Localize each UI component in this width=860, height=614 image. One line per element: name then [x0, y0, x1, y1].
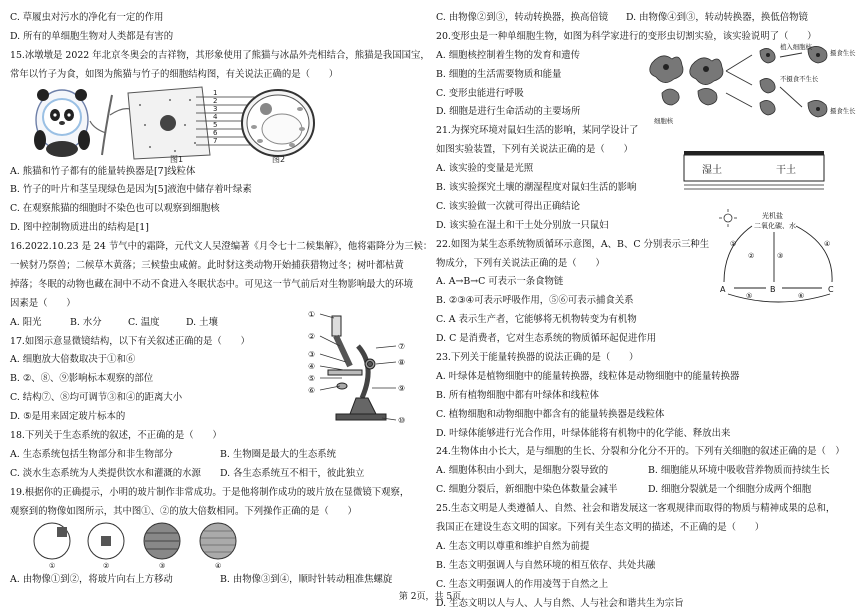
q18-option-b: B. 生物圈是最大的生态系统 — [220, 448, 336, 460]
q22-stem-1: 22.如图为某生态系统物质循环示意图，A、B、C 分别表示三种生 — [436, 238, 710, 250]
q16-option-c: C. 温度 — [128, 316, 160, 328]
material-cycle-diagram — [714, 206, 850, 306]
q19-options-row2 — [436, 9, 852, 28]
q17-option-a: A. 细胞放大倍数取决于①和⑥ — [10, 354, 136, 366]
microscope-label-7: ⑦ — [398, 341, 406, 351]
q17-option-b: B. ②、⑧、⑨影响标本观察的部位 — [10, 373, 154, 385]
q15-figure — [10, 85, 426, 163]
q24-stem: 24.生物体由小长大，是与细胞的生长、分裂和分化分不开的。下列有关细胞的叙述正确的是（ ） — [436, 446, 845, 458]
q19-option-d: D. 由物像④到③，转动转换器，换低倍物镜 — [626, 12, 808, 23]
q18-options-row2 — [10, 465, 426, 484]
q18-option-a: A. 生态系统包括生物部分和非生物部分 — [10, 448, 173, 460]
microscope-label-9: ⑨ — [398, 383, 406, 393]
amoeba-label-nucleus: 细胞核 — [654, 116, 674, 125]
cycle-arrow-4: ④ — [824, 239, 831, 248]
svg-text:6: 6 — [213, 128, 218, 137]
q24-options-row2 — [436, 481, 852, 500]
q15-option-a: A. 熊猫和竹子都有的能量转换器是[7]线粒体 — [10, 165, 196, 177]
cycle-label-salt: 光机盐 — [762, 211, 783, 220]
cycle-arrow-6: ⑥ — [798, 291, 805, 300]
q18-options-row1 — [10, 446, 426, 465]
q25-option-d: D. 生态文明以人与人、人与自然、人与社会和谐共生为宗旨 — [436, 597, 684, 609]
cycle-node-a: A — [720, 284, 726, 294]
dry-soil-label: 干土 — [776, 164, 796, 176]
q23-option-c: C. 植物细胞和动物细胞中都含有的能量转换器是线粒体 — [436, 408, 665, 420]
svg-text:4: 4 — [213, 112, 218, 121]
image-label-1: ① — [49, 562, 56, 571]
page-footer: 第 2页，共 5页 — [398, 592, 462, 602]
sun-icon — [719, 209, 737, 227]
svg-text:3: 3 — [213, 104, 218, 113]
microscope-label-1: ① — [308, 309, 316, 319]
soil-experiment-box — [680, 147, 830, 193]
left-column — [10, 9, 433, 590]
plant-cell-diagram — [242, 90, 314, 156]
q16-stem-2: 一候豺乃祭兽；二候草木黄落；三候蛰虫咸俯。此时豺这类动物开始捕获猎物过冬；树叶都枯黄 — [10, 260, 404, 272]
microscope-label-8: ⑧ — [398, 357, 406, 367]
q15-option-b: B. 竹子的叶片和茎呈现绿色是因为[5]液泡中储存着叶绿素 — [10, 184, 252, 196]
microscope-diagram — [306, 306, 418, 428]
figure-1-label: 图1 — [170, 154, 184, 164]
q21-option-b: B. 该实验探究土壤的潮湿程度对鼠妇生活的影响 — [436, 182, 637, 194]
amoeba-experiment-diagram — [642, 41, 856, 127]
q18-stem: 18.下列关于生态系统的叙述，不正确的是（ ） — [10, 430, 222, 442]
cycle-arrow-3: ③ — [777, 251, 784, 260]
q14-option-d: D. 所有的单细胞生物对人类都是有害的 — [10, 30, 174, 42]
q21-option-d: D. 该实验在湿土和干土处分别放一只鼠妇 — [436, 219, 609, 231]
q20-stem: 20.变形虫是一种单细胞生物，如图为科学家进行的变形虫切割实验，该实验说明了（ ） — [436, 30, 817, 42]
q19-figure — [10, 521, 426, 571]
q20-option-b: B. 细胞的生活需要物质和能量 — [436, 68, 562, 80]
right-column — [436, 9, 856, 614]
q21-option-c: C. 该实验做一次就可得出正确结论 — [436, 200, 581, 212]
q23-stem: 23.下列关于能量转换器的说法正确的是（ ） — [436, 352, 639, 364]
q21-stem-1: 21.为探究环境对鼠妇生活的影响，某同学设计了 — [436, 125, 639, 137]
q16-stem-4: 因素是（ ） — [10, 297, 76, 309]
q16-stem-3: 掉落；冬眠的动物也藏在洞中不动不食进入冬眠状态中。可见这一节气前后对生物影响最大的环境 — [10, 278, 414, 290]
microscope-label-2: ② — [308, 331, 316, 341]
q25-stem-2: 我国正在建设生态文明的国家。下列有关生态文明的描述，不正确的是（ ） — [436, 522, 765, 534]
q22-option-c: C. A 表示生产者，它能够将无机物转变为有机物 — [436, 314, 637, 326]
q15-option-c: C. 在观察熊猫的细胞时不染色也可以观察到细胞核 — [10, 203, 220, 215]
q18-option-c: C. 淡水生态系统为人类提供饮水和灌溉的水源 — [10, 467, 201, 479]
q14-option-c: C. 草履虫对污水的净化有一定的作用 — [10, 12, 164, 23]
q23-option-b: B. 所有植物细胞中都有叶绿体和线粒体 — [436, 389, 599, 401]
microscope-label-5: ⑤ — [308, 373, 316, 383]
svg-text:7: 7 — [213, 136, 218, 145]
amoeba-label-grow-2: 摄食生长 — [830, 106, 856, 115]
q19-stem-2: 观察到的物像如图所示，其中图①、②的放大倍数相同。下列操作正确的是（ ） — [10, 505, 357, 517]
q24-option-d: D. 细胞分裂就是一个细胞分成两个细胞 — [648, 484, 812, 496]
image-label-3: ③ — [159, 562, 166, 571]
q15-stem-2: 常年以竹子为食，如图为熊猫与竹子的细胞结构图，有关说法正确的是（ ） — [10, 68, 339, 80]
q17-stem: 17.如图示意显微镜结构，以下有关叙述正确的是（ ） — [10, 335, 250, 347]
bing-dwen-dwen-icon — [34, 89, 90, 157]
q17-option-c: C. 结构⑦、⑧均可调节③和④的距离大小 — [10, 392, 183, 404]
q16-option-b: B. 水分 — [70, 316, 102, 328]
amoeba-label-implant: 植入细胞核 — [780, 42, 812, 51]
q25-option-b: B. 生态文明强调人与自然环境的相互依存、共处共融 — [436, 559, 656, 571]
bamboo-icon — [90, 95, 130, 155]
q15-stem-1: 15.冰墩墩是 2022 年北京冬奥会的吉祥物，其形象使用了熊猫与冰晶外壳相结合，熊猫是我国国宝， — [10, 49, 430, 61]
q25-stem-1: 25.生态文明是人类遵循人、自然、社会和谐发展这一客观规律而取得的物质与精神成果的总和， — [436, 503, 836, 515]
cycle-node-c: C — [828, 284, 834, 294]
q25-option-c: C. 生态文明强调人的作用凌驾于自然之上 — [436, 578, 609, 590]
microscope-label-10: ⑩ — [398, 415, 406, 425]
q20-option-d: D. 细胞是进行生命活动的主要场所 — [436, 106, 581, 118]
q24-option-c: C. 细胞分裂后，新细胞中染色体数量会减半 — [436, 484, 618, 496]
q19-options-row1 — [10, 571, 426, 590]
microscope-label-6: ⑥ — [308, 385, 316, 395]
q21-option-a: A. 该实验的变量是光照 — [436, 163, 534, 175]
svg-text:1: 1 — [213, 88, 218, 97]
microscope-label-3: ③ — [308, 349, 316, 359]
q24-option-a: A. 细胞体积由小到大，是细胞分裂导致的 — [436, 465, 609, 477]
q24-option-b: B. 细胞能从环境中吸收营养物质而持续生长 — [648, 465, 830, 477]
q21-stem-2: 如图实验装置，下列有关说法正确的是（ ） — [436, 144, 633, 156]
panda-bamboo-cell-diagram — [10, 85, 426, 163]
q19-option-c: C. 由物像②到③，转动转换器，换高倍镜 — [436, 12, 609, 23]
figure-2-label: 图2 — [272, 154, 286, 164]
cycle-arrow-2: ② — [748, 251, 755, 260]
q16-options — [10, 314, 280, 333]
q20-option-c: C. 变形虫能进行呼吸 — [436, 87, 524, 99]
wet-soil-label: 湿土 — [702, 164, 722, 176]
svg-text:5: 5 — [213, 120, 218, 129]
q19-option-b: B. 由物像③到④，顺时针转动粗准焦螺旋 — [220, 574, 393, 586]
cycle-node-b: B — [770, 284, 776, 294]
q16-option-d: D. 土壤 — [186, 316, 218, 328]
q23-option-d: D. 叶绿体能够进行光合作用，叶绿体能将有机物中的化学能、释放出来 — [436, 427, 731, 439]
q22-stem-2: 物成分，下列有关说法正确的是（ ） — [436, 257, 605, 269]
microscope-images-diagram — [10, 521, 250, 571]
image-label-4: ④ — [215, 562, 222, 571]
animal-cell-diagram — [128, 87, 210, 159]
q23-option-a: A. 叶绿体是植物细胞中的能量转换器，线粒体是动物细胞中的能量转换器 — [436, 370, 740, 382]
image-label-2: ② — [103, 562, 110, 571]
q19-option-a: A. 由物像①到②，将玻片向右上方移动 — [10, 574, 173, 586]
amoeba-label-grow-1: 摄食生长 — [830, 48, 856, 57]
q25-option-a: A. 生态文明以尊重和维护自然为前提 — [436, 540, 590, 552]
q22-option-b: B. ②③④可表示呼吸作用，⑤⑥可表示捕食关系 — [436, 295, 634, 307]
q15-option-d: D. 图中控制物质进出的结构是[1] — [10, 222, 149, 234]
svg-text:2: 2 — [213, 96, 218, 105]
q18-option-d: D. 各生态系统互不相干，彼此独立 — [220, 467, 365, 479]
cycle-label-co2: 二氧化碳、水 — [754, 221, 796, 230]
q24-options-row1 — [436, 462, 852, 481]
q16-option-a: A. 阳光 — [10, 316, 42, 328]
q22-option-d: D. C 是消费者，它对生态系统的物质循环起促进作用 — [436, 333, 657, 345]
q20-option-a: A. 细胞核控制着生物的发育和遗传 — [436, 49, 580, 61]
q16-stem-1: 16.2022.10.23 是 24 节气中的霜降，元代文人吴澄编著《月令七十二候集解》，他将霜降分为三候： — [10, 241, 433, 253]
cycle-arrow-5: ⑤ — [746, 291, 753, 300]
cycle-arrow-1: ① — [730, 239, 737, 248]
q19-stem-1: 19.根据你的正确提示，小明的玻片制作非常成功。于是他将制作成功的玻片放在显微镜下观察， — [10, 486, 410, 498]
amoeba-label-no-grow: 不摄食不生长 — [780, 74, 819, 83]
microscope-label-4: ④ — [308, 361, 316, 371]
q17-option-d: D. ⑤是用来固定玻片标本的 — [10, 411, 126, 423]
q22-option-a: A. A→B→C 可表示一条食物链 — [436, 276, 564, 288]
